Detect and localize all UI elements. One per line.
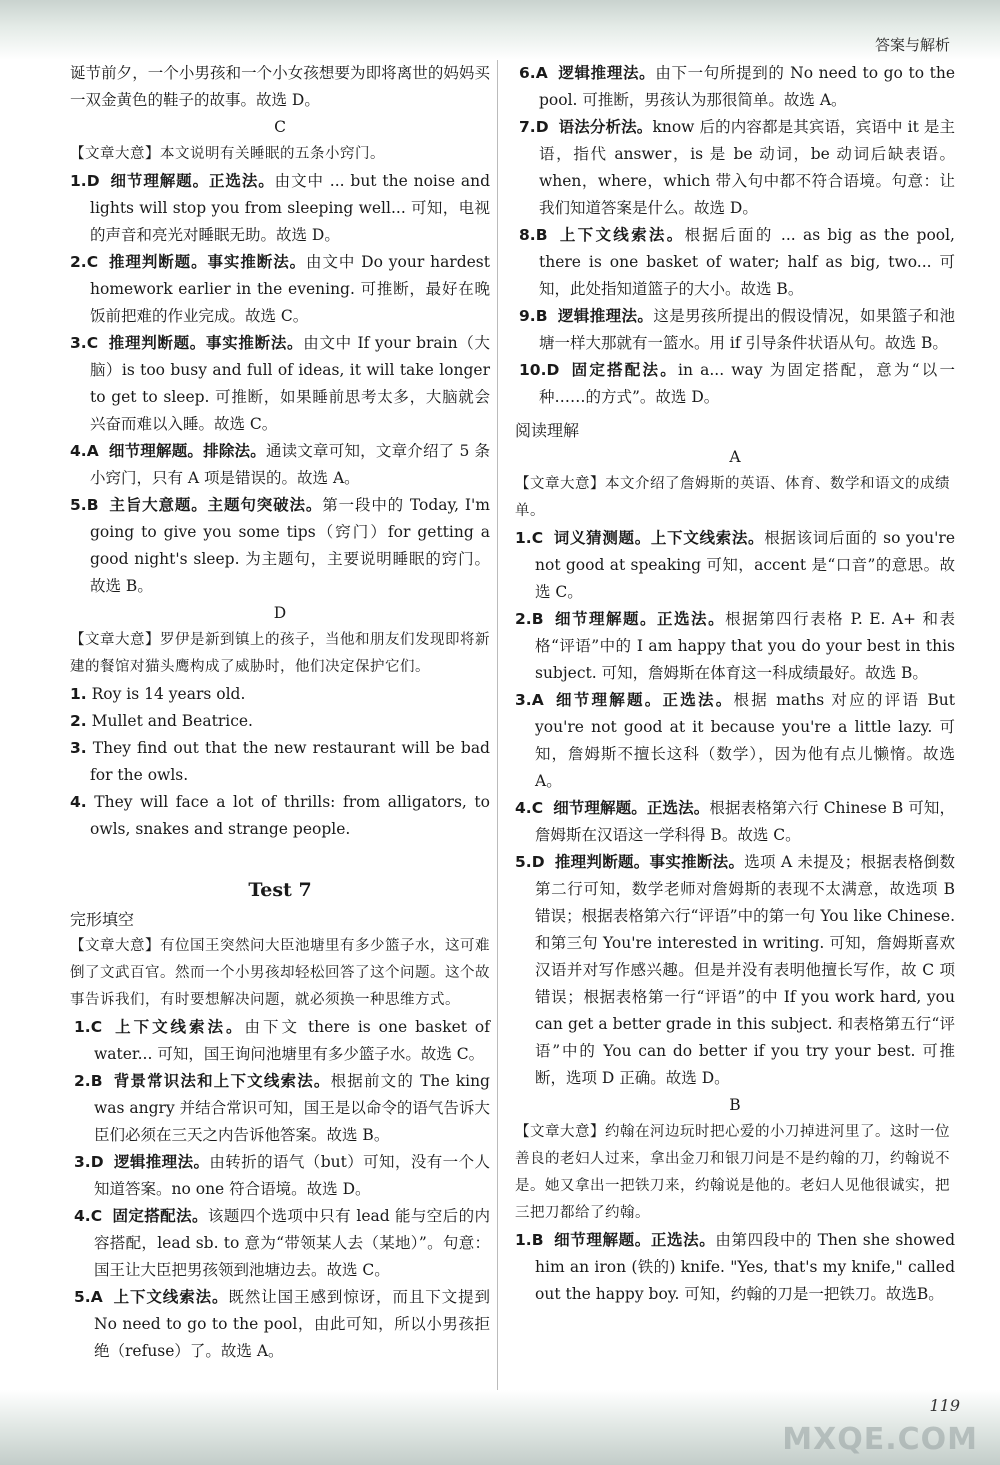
passage-b-answers	[515, 1227, 955, 1308]
passage-d-letter: D	[273, 604, 287, 622]
right-column	[515, 60, 955, 1308]
passage-a-answers	[515, 525, 955, 1092]
section-title-reading: 阅读理解	[515, 421, 580, 440]
answer-item: 1. Roy is 14 years old.	[70, 685, 246, 703]
answer-item: 6.A 逻辑推理法。由下一句所提到的 No need to go to the pool. 可推断，男孩认为那很简单。故选 A。	[519, 64, 955, 109]
section-title-cloze: 完形填空	[70, 910, 135, 929]
answer-item: 1.C 词义猜测题。上下文线索法。根据该词后面的 so you're not good at speaking 可知，accent 是“口音”的意思。故选 C。	[515, 529, 955, 601]
answer-item: 5.A 上下文线索法。既然让国王感到惊讶，而且下文提到 No need to go to the pool，由此可知，所以小男孩拒绝（refuse）了。故选 A。	[74, 1288, 490, 1360]
answer-item: 10.D 固定搭配法。in a... way 为固定搭配，意为“以一种……的方式”。故选 D。	[519, 361, 955, 406]
answer-item: 1.B 细节理解题。正选法。由第四段中的 Then she showed him an iron (铁的) knife. "Yes, that's my knife," called out the happy boy. 可知，约翰的刀是一把铁刀。故选B。	[515, 1231, 955, 1303]
header-band	[0, 0, 1000, 60]
left-column	[70, 60, 490, 1365]
passage-b-summary: 【文章大意】约翰在河边玩时把心爱的小刀掉进河里了。这时一位善良的老妇人过来，拿出金刀和银刀问是不是约翰的刀，约翰说不是。她又拿出一把铁刀来，约翰说是他的。老妇人见他很诚实，把三把刀都给了约翰。	[515, 1124, 950, 1221]
test7-answers	[70, 1014, 490, 1365]
passage-c-summary: 【文章大意】本文说明有关睡眠的五条小窍门。	[70, 146, 385, 162]
watermark-logo: MXQE.COM	[782, 1422, 978, 1457]
column-divider	[497, 60, 498, 1400]
answer-item: 3.C 推理判断题。事实推断法。由文中 If your brain（大脑）is too busy and full of ideas, it will take longer to get to sleep. 可推断，如果睡前思考太多，大脑就会兴奋而难以入睡。故选 C。	[70, 334, 490, 433]
header-title: 答案与解析	[874, 36, 950, 54]
passage-b-letter: B	[729, 1096, 741, 1114]
answer-item: 2.C 推理判断题。事实推断法。由文中 Do your hardest homework earlier in the evening. 可推断，最好在晚饭前把难的作业完成。故选 C。	[70, 253, 490, 325]
answer-item: 7.D 语法分析法。know 后的内容都是其宾语，宾语中 it 是主语，指代 answer，is 是 be 动词，be 动词后缺表语。when，where，which 带入句中都不符合语境。句意：让我们知道答案是什么。故选 D。	[519, 118, 955, 217]
answer-item: 3.D 逻辑推理法。由转折的语气（but）可知，没有一个人知道答案。no one 符合语境。故选 D。	[74, 1153, 490, 1198]
answer-item: 3. They find out that the new restaurant will be bad for the owls.	[70, 739, 490, 784]
answer-item: 5.B 主旨大意题。主题句突破法。第一段中的 Today, I'm going to give you some tips（窍门）for getting a good night's sleep. 为主题句，主要说明睡眠的窍门。故选 B。	[70, 496, 490, 595]
answer-item: 2. Mullet and Beatrice.	[70, 712, 253, 730]
answer-item: 2.B 背景常识法和上下文线索法。根据前文的 The king was angry 并结合常识可知，国王是以命令的语气告诉大臣们必须在三天之内告诉他答案。故选 B。	[74, 1072, 490, 1144]
passage-d-answers	[70, 681, 490, 843]
answer-item: 8.B 上下文线索法。根据后面的 ... as big as the pool, there is one basket of water; half as big, two... 可知，此处指知道篮子的大小。故选 B。	[519, 226, 955, 298]
answer-item: 4.C 细节理解题。正选法。根据表格第六行 Chinese B 可知，詹姆斯在汉语这一学科得 B。故选 C。	[515, 799, 955, 844]
answer-item: 3.A 细节理解题。正选法。根据 maths 对应的评语 But you're not good at it because you're a little lazy. 可知，詹姆斯不擅长这科（数学），因为他有点儿懒惰。故选 A。	[515, 691, 955, 790]
answer-item: 1.D 细节理解题。正选法。由文中 ... but the noise and lights will stop you from sleeping well... 可知，电视的声音和亮光对睡眠无助。故选 D。	[70, 172, 490, 244]
answer-item: 4.A 细节理解题。排除法。通读文章可知，文章介绍了 5 条小窍门，只有 A 项是错误的。故选 A。	[70, 442, 490, 487]
answer-item: 5.D 推理判断题。事实推断法。选项 A 未提及；根据表格倒数第二行可知，数学老师对詹姆斯的表现不太满意，故选项 B 错误；根据表格第六行“评语”中的第一句 You like Chinese. 和第三句 You're interested in writing. 可知，詹姆斯喜欢汉语并对写作感兴趣。但是并没有表明他擅长写作，故 C 项错误；根据表格第一行“评语”的中 If you work hard, you can get a better grade in this subject. 和表格第五行“评语”中的 You can do better if you try your best. 可推断，选项 D 正确。故选 D。	[515, 853, 955, 1087]
test7-answers-continued	[515, 60, 955, 411]
passage-c-answers	[70, 168, 490, 600]
answer-item: 9.B 逻辑推理法。这是男孩所提出的假设情况，如果篮子和池塘一样大那就有一篮水。用 if 引导条件状语从句。故选 B。	[519, 307, 955, 352]
answer-item: 4. They will face a lot of thrills: from alligators, to owls, snakes and strange people.	[70, 793, 490, 838]
answer-item: 2.B 细节理解题。正选法。根据第四行表格 P. E. A+ 和表格“评语”中的 I am happy that you do your best in this subject. 可知，詹姆斯在体育这一科成绩最好。故选 B。	[515, 610, 955, 682]
intro-text: 诞节前夕，一个小男孩和一个小女孩想要为即将离世的妈妈买一双金黄色的鞋子的故事。故选 D。	[70, 64, 490, 109]
answer-item: 4.C 固定搭配法。该题四个选项中只有 lead 能与空后的内容搭配，lead sb. to 意为“带领某人去（某地）”。句意：国王让大臣把男孩领到池塘边去。故选 C。	[74, 1207, 490, 1279]
passage-c-letter: C	[274, 118, 286, 136]
test-title: Test 7	[248, 879, 312, 901]
test7-summary: 【文章大意】有位国王突然问大臣池塘里有多少篮子水，这可难倒了文武百官。然而一个小男孩却轻松回答了这个问题。这个故事告诉我们，有时要想解决问题，就必须换一种思维方式。	[70, 938, 490, 1008]
passage-a-summary: 【文章大意】本文介绍了詹姆斯的英语、体育、数学和语文的成绩单。	[515, 476, 950, 519]
page-number: 119	[929, 1396, 960, 1415]
passage-d-summary: 【文章大意】罗伊是新到镇上的孩子，当他和朋友们发现即将新建的餐馆对猫头鹰构成了威胁时，他们决定保护它们。	[70, 632, 490, 675]
answer-item: 1.C 上下文线索法。由下文 there is one basket of water... 可知，国王询问池塘里有多少篮子水。故选 C。	[74, 1018, 490, 1063]
passage-a-letter: A	[729, 448, 741, 466]
